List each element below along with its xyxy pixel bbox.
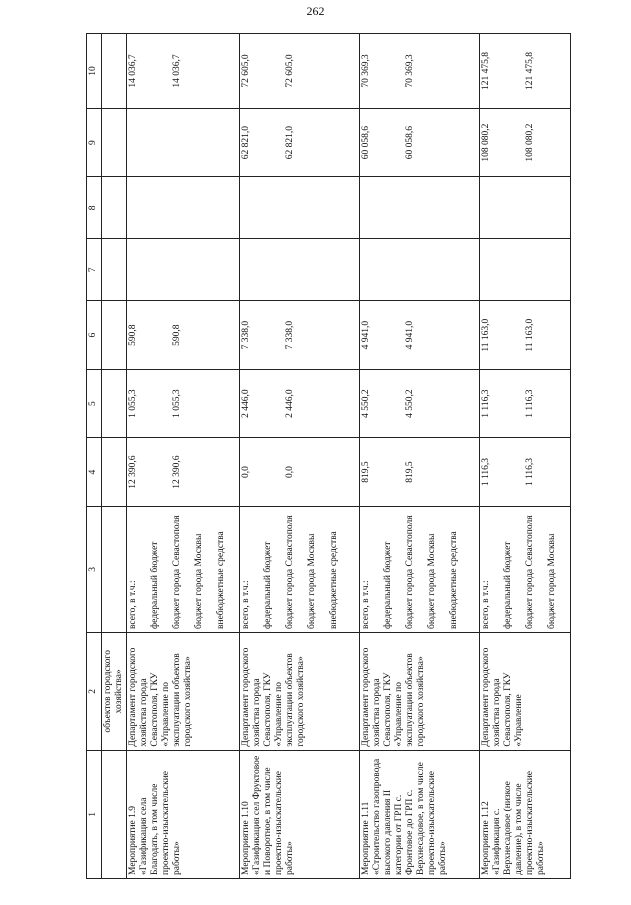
executor-cell: Департамент городского хозяйства города Севастополя, ГКУ «Управление по эксплуатации объектов городского хозяйства» bbox=[240, 633, 360, 751]
column-header-9: 9 bbox=[87, 108, 102, 176]
value: 12 390,6 bbox=[128, 455, 138, 489]
value-cell-c6 bbox=[360, 301, 480, 369]
value bbox=[405, 180, 427, 235]
funding-source: федеральный бюджет bbox=[263, 541, 273, 629]
column-number-row bbox=[87, 34, 102, 879]
value: 819,5 bbox=[361, 461, 371, 483]
value-cell-c9 bbox=[240, 108, 360, 176]
value-cell-c7 bbox=[480, 239, 571, 301]
value bbox=[503, 304, 525, 365]
value bbox=[150, 37, 172, 105]
value bbox=[194, 180, 216, 235]
value bbox=[263, 37, 285, 105]
value-cell-c10 bbox=[240, 34, 360, 109]
value-cell-c8 bbox=[480, 177, 571, 239]
value-cell-c4 bbox=[240, 438, 360, 506]
value: 62 821,0 bbox=[285, 126, 295, 160]
value bbox=[194, 441, 216, 502]
value: 4 941,0 bbox=[361, 320, 371, 350]
value: 108 080,2 bbox=[481, 123, 491, 162]
value bbox=[307, 304, 329, 365]
value bbox=[216, 242, 238, 297]
table-row bbox=[240, 34, 360, 879]
value: 121 475,8 bbox=[525, 51, 535, 90]
value: 60 058,6 bbox=[405, 126, 415, 160]
executor-cell: Департамент городского хозяйства города Севастополя, ГКУ «Управление по эксплуатации объектов городского хозяйства» bbox=[127, 633, 240, 751]
value bbox=[547, 441, 569, 502]
value bbox=[547, 304, 569, 365]
value bbox=[307, 112, 329, 173]
value bbox=[216, 304, 238, 365]
page-number: 262 bbox=[306, 4, 325, 18]
value bbox=[263, 242, 285, 297]
value-cell-c8 bbox=[127, 177, 240, 239]
funding-source: федеральный бюджет bbox=[503, 541, 513, 629]
value: 1 055,3 bbox=[128, 389, 138, 418]
value bbox=[216, 37, 238, 105]
value bbox=[547, 242, 569, 297]
value bbox=[241, 242, 263, 297]
column-header-8: 8 bbox=[87, 177, 102, 239]
value bbox=[547, 180, 569, 235]
value bbox=[329, 242, 351, 297]
funding-table bbox=[86, 33, 571, 879]
value: 4 550,2 bbox=[361, 389, 371, 418]
value bbox=[194, 242, 216, 297]
value bbox=[427, 441, 449, 502]
value-cell-c5 bbox=[240, 369, 360, 437]
column-header-3: 3 bbox=[87, 506, 102, 632]
value bbox=[285, 242, 307, 297]
value bbox=[307, 373, 329, 434]
value: 4 941,0 bbox=[405, 320, 415, 350]
value bbox=[383, 180, 405, 235]
value bbox=[150, 112, 172, 173]
value-cell-c7 bbox=[360, 239, 480, 301]
value bbox=[427, 373, 449, 434]
value: 72 605,0 bbox=[241, 54, 251, 88]
value bbox=[449, 373, 471, 434]
value bbox=[128, 180, 150, 235]
value bbox=[307, 180, 329, 235]
column-header-6: 6 bbox=[87, 301, 102, 369]
value-cell-c8 bbox=[360, 177, 480, 239]
value-cell-c5 bbox=[127, 369, 240, 437]
executor-cell: Департамент городского хозяйства города Севастополя, ГКУ «Управление bbox=[480, 633, 571, 751]
value bbox=[216, 373, 238, 434]
value-cell-c9 bbox=[127, 108, 240, 176]
value: 590,8 bbox=[172, 324, 182, 346]
value bbox=[150, 242, 172, 297]
value-cell-c7 bbox=[127, 239, 240, 301]
funding-source: бюджет города Москвы bbox=[307, 533, 317, 629]
funding-source: бюджет города Севастополя bbox=[405, 515, 415, 629]
value bbox=[547, 373, 569, 434]
value-cell-c10 bbox=[480, 34, 571, 109]
value bbox=[263, 441, 285, 502]
value bbox=[307, 441, 329, 502]
value bbox=[427, 304, 449, 365]
funding-source: бюджет города Москвы bbox=[547, 533, 557, 629]
column-header-10: 10 bbox=[87, 34, 102, 109]
value bbox=[128, 242, 150, 297]
value bbox=[427, 242, 449, 297]
value bbox=[216, 112, 238, 173]
value bbox=[216, 441, 238, 502]
value bbox=[150, 441, 172, 502]
value-cell-c8 bbox=[240, 177, 360, 239]
value bbox=[427, 180, 449, 235]
continuation-text: объектов городского хозяйства» bbox=[102, 633, 127, 751]
event-cell: Мероприятие 1.11 «Строительство газопровода высокого давления II категории от ГРП с. Фронтовое до ГРП с. Верхнесадовое, в том числе проектно-изыскательские работы» bbox=[360, 750, 480, 878]
value bbox=[547, 112, 569, 173]
value bbox=[503, 441, 525, 502]
column-header-7: 7 bbox=[87, 239, 102, 301]
value bbox=[383, 112, 405, 173]
value: 11 163,0 bbox=[481, 318, 491, 352]
value: 11 163,0 bbox=[525, 318, 535, 352]
value bbox=[329, 304, 351, 365]
sources-cell bbox=[127, 506, 240, 632]
table-row bbox=[360, 34, 480, 879]
value: 1 116,3 bbox=[525, 458, 535, 487]
value bbox=[383, 441, 405, 502]
value: 62 821,0 bbox=[241, 126, 251, 160]
value: 590,8 bbox=[128, 324, 138, 346]
value: 1 055,3 bbox=[172, 389, 182, 418]
value bbox=[449, 242, 471, 297]
value bbox=[449, 441, 471, 502]
value bbox=[503, 37, 525, 105]
value bbox=[263, 180, 285, 235]
funding-source: бюджет города Севастополя bbox=[172, 515, 182, 629]
value bbox=[427, 37, 449, 105]
value bbox=[263, 373, 285, 434]
value-cell-c4 bbox=[480, 438, 571, 506]
funding-source: внебюджетные средства bbox=[216, 531, 226, 629]
value bbox=[263, 112, 285, 173]
column-header-4: 4 bbox=[87, 438, 102, 506]
funding-source: всего, в т.ч.: bbox=[128, 580, 138, 629]
table-row bbox=[127, 34, 240, 879]
funding-source: бюджет города Севастополя bbox=[525, 515, 535, 629]
value bbox=[150, 180, 172, 235]
event-cell: Мероприятие 1.12 «Газификация с. Верхнесадовое (низкое давление), в том числе проектно-изыскательские работы» bbox=[480, 750, 571, 878]
value bbox=[383, 37, 405, 105]
value bbox=[194, 373, 216, 434]
value bbox=[503, 242, 525, 297]
column-header-2: 2 bbox=[87, 633, 102, 751]
value: 70 369,3 bbox=[361, 54, 371, 88]
value bbox=[241, 180, 263, 235]
value bbox=[194, 112, 216, 173]
value bbox=[525, 242, 547, 297]
value bbox=[172, 242, 194, 297]
funding-source: федеральный бюджет bbox=[383, 541, 393, 629]
value bbox=[307, 37, 329, 105]
event-cell: Мероприятие 1.10 «Газификация сел Фруктовое и Поворотное, в том числе проектно-изыскательские работы» bbox=[240, 750, 360, 878]
value-cell-c6 bbox=[127, 301, 240, 369]
executor-cell: Департамент городского хозяйства города Севастополя, ГКУ «Управление по эксплуатации объектов городского хозяйства» bbox=[360, 633, 480, 751]
value bbox=[263, 304, 285, 365]
value-cell-c5 bbox=[360, 369, 480, 437]
value: 121 475,8 bbox=[481, 51, 491, 90]
value: 60 058,6 bbox=[361, 126, 371, 160]
value: 14 036,7 bbox=[128, 54, 138, 88]
value bbox=[449, 37, 471, 105]
value bbox=[285, 180, 307, 235]
value: 2 446,0 bbox=[285, 389, 295, 418]
value bbox=[481, 242, 503, 297]
funding-source: бюджет города Москвы bbox=[427, 533, 437, 629]
value: 1 116,3 bbox=[481, 389, 491, 418]
value bbox=[449, 112, 471, 173]
value-cell-c10 bbox=[360, 34, 480, 109]
value bbox=[329, 373, 351, 434]
value bbox=[329, 441, 351, 502]
event-cell: Мероприятие 1.9 «Газификация села Благодать, в том числе проектно-изыскательские работы» bbox=[127, 750, 240, 878]
funding-source: внебюджетные средства bbox=[449, 531, 459, 629]
value bbox=[503, 180, 525, 235]
value-cell-c4 bbox=[360, 438, 480, 506]
sources-cell bbox=[480, 506, 571, 632]
sources-cell bbox=[240, 506, 360, 632]
value bbox=[383, 373, 405, 434]
value-cell-c6 bbox=[480, 301, 571, 369]
value-cell-c9 bbox=[360, 108, 480, 176]
value bbox=[503, 112, 525, 173]
value-cell-c9 bbox=[480, 108, 571, 176]
value-cell-c6 bbox=[240, 301, 360, 369]
value bbox=[194, 37, 216, 105]
value: 819,5 bbox=[405, 461, 415, 483]
funding-source: внебюджетные средства bbox=[329, 531, 339, 629]
value: 14 036,7 bbox=[172, 54, 182, 88]
table-row bbox=[480, 34, 571, 879]
sources-cell bbox=[360, 506, 480, 632]
funding-source: всего, в т.ч.: bbox=[241, 580, 251, 629]
value bbox=[329, 180, 351, 235]
value bbox=[361, 180, 383, 235]
value bbox=[128, 112, 150, 173]
value: 2 446,0 bbox=[241, 389, 251, 418]
funding-source: федеральный бюджет bbox=[150, 541, 160, 629]
funding-source: всего, в т.ч.: bbox=[481, 580, 491, 629]
value: 4 550,2 bbox=[405, 389, 415, 418]
value: 108 080,2 bbox=[525, 123, 535, 162]
value bbox=[194, 304, 216, 365]
value bbox=[329, 37, 351, 105]
continuation-row bbox=[102, 34, 127, 879]
value: 72 605,0 bbox=[285, 54, 295, 88]
funding-source: бюджет города Севастополя bbox=[285, 515, 295, 629]
value bbox=[307, 242, 329, 297]
value: 7 338,0 bbox=[241, 320, 251, 350]
value bbox=[503, 373, 525, 434]
funding-source: всего, в т.ч.: bbox=[361, 580, 371, 629]
value bbox=[383, 304, 405, 365]
value-cell-c4 bbox=[127, 438, 240, 506]
value bbox=[449, 304, 471, 365]
value-cell-c5 bbox=[480, 369, 571, 437]
column-header-5: 5 bbox=[87, 369, 102, 437]
value: 7 338,0 bbox=[285, 320, 295, 350]
value bbox=[172, 180, 194, 235]
value bbox=[547, 37, 569, 105]
value bbox=[481, 180, 503, 235]
value-cell-c7 bbox=[240, 239, 360, 301]
value bbox=[427, 112, 449, 173]
value bbox=[216, 180, 238, 235]
column-header-1: 1 bbox=[87, 750, 102, 878]
value: 12 390,6 bbox=[172, 455, 182, 489]
value: 1 116,3 bbox=[525, 389, 535, 418]
value: 0,0 bbox=[285, 466, 295, 479]
value: 70 369,3 bbox=[405, 54, 415, 88]
value-cell-c10 bbox=[127, 34, 240, 109]
funding-source: бюджет города Москвы bbox=[194, 533, 204, 629]
value bbox=[405, 242, 427, 297]
value bbox=[525, 180, 547, 235]
value bbox=[449, 180, 471, 235]
value bbox=[383, 242, 405, 297]
value bbox=[150, 304, 172, 365]
value bbox=[361, 242, 383, 297]
value: 1 116,3 bbox=[481, 458, 491, 487]
value bbox=[329, 112, 351, 173]
value: 0,0 bbox=[241, 466, 251, 479]
value bbox=[150, 373, 172, 434]
rotated-table-container bbox=[86, 33, 579, 879]
value bbox=[172, 112, 194, 173]
